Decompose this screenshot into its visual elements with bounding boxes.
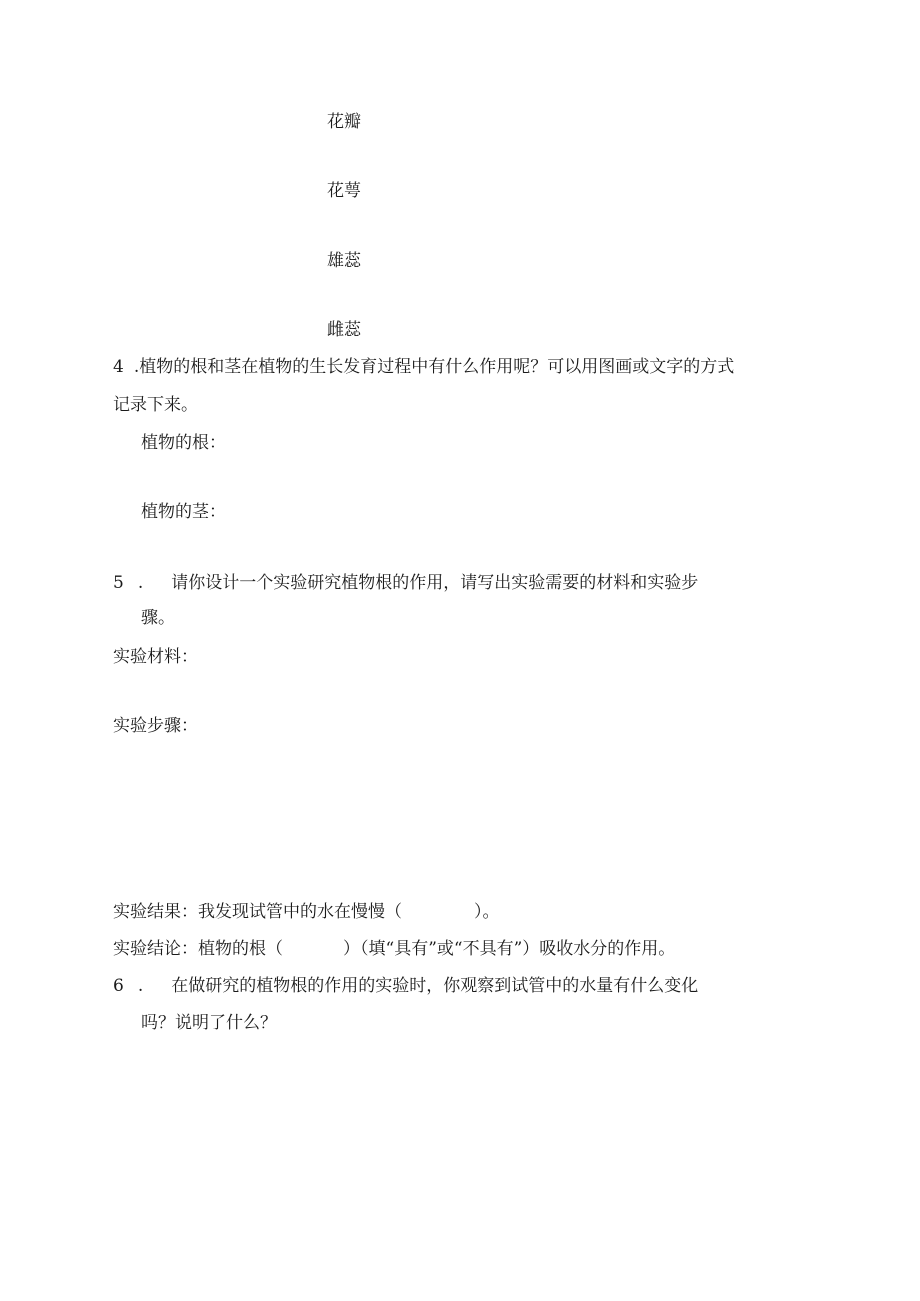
question-4-line-2: 记录下来。 [113, 395, 198, 415]
question-5-line-1 [113, 571, 698, 595]
experiment-conclusion-prefix: 实验结论：植物的根（ [113, 939, 283, 959]
question-6-text-1: 在做研究的植物根的作用的实验时，你观察到试管中的水量有什么变化 [171, 976, 699, 996]
question-6-number: 6 [113, 976, 124, 996]
experiment-conclusion-line [113, 937, 675, 961]
plant-root-label: 植物的根： [141, 433, 226, 453]
experiment-steps-label: 实验步骤： [113, 716, 198, 736]
flower-part-petal: 花瓣 [327, 112, 361, 132]
question-5-dot: . [137, 573, 144, 593]
question-5-text-1: 请你设计一个实验研究植物根的作用，请写出实验需要的材料和实验步 [171, 573, 699, 593]
flower-part-stamen: 雄蕊 [327, 251, 361, 271]
flower-part-sepal: 花萼 [327, 181, 361, 201]
question-6-line-2: 吗？说明了什么？ [141, 1013, 277, 1033]
flower-part-pistil: 雌蕊 [327, 320, 361, 340]
question-4-text-1: .植物的根和茎在植物的生长发育过程中有什么作用呢？可以用图画或文字的方式 [133, 357, 735, 377]
plant-stem-label: 植物的茎： [141, 502, 226, 522]
experiment-result-line [113, 900, 500, 924]
experiment-result-prefix: 实验结果：我发现试管中的水在慢慢（ [113, 902, 402, 922]
experiment-materials-label: 实验材料： [113, 647, 198, 667]
question-5-line-2: 骤。 [141, 608, 175, 628]
question-4-number: 4 [113, 357, 124, 377]
question-6-dot: . [137, 976, 144, 996]
experiment-conclusion-suffix: ）（填“具有”或“不具有”）吸收水分的作用。 [343, 939, 676, 959]
question-4-line-1 [113, 355, 734, 379]
experiment-result-suffix: ）。 [474, 902, 500, 922]
question-6-line-1 [113, 974, 698, 998]
question-5-number: 5 [113, 573, 124, 593]
